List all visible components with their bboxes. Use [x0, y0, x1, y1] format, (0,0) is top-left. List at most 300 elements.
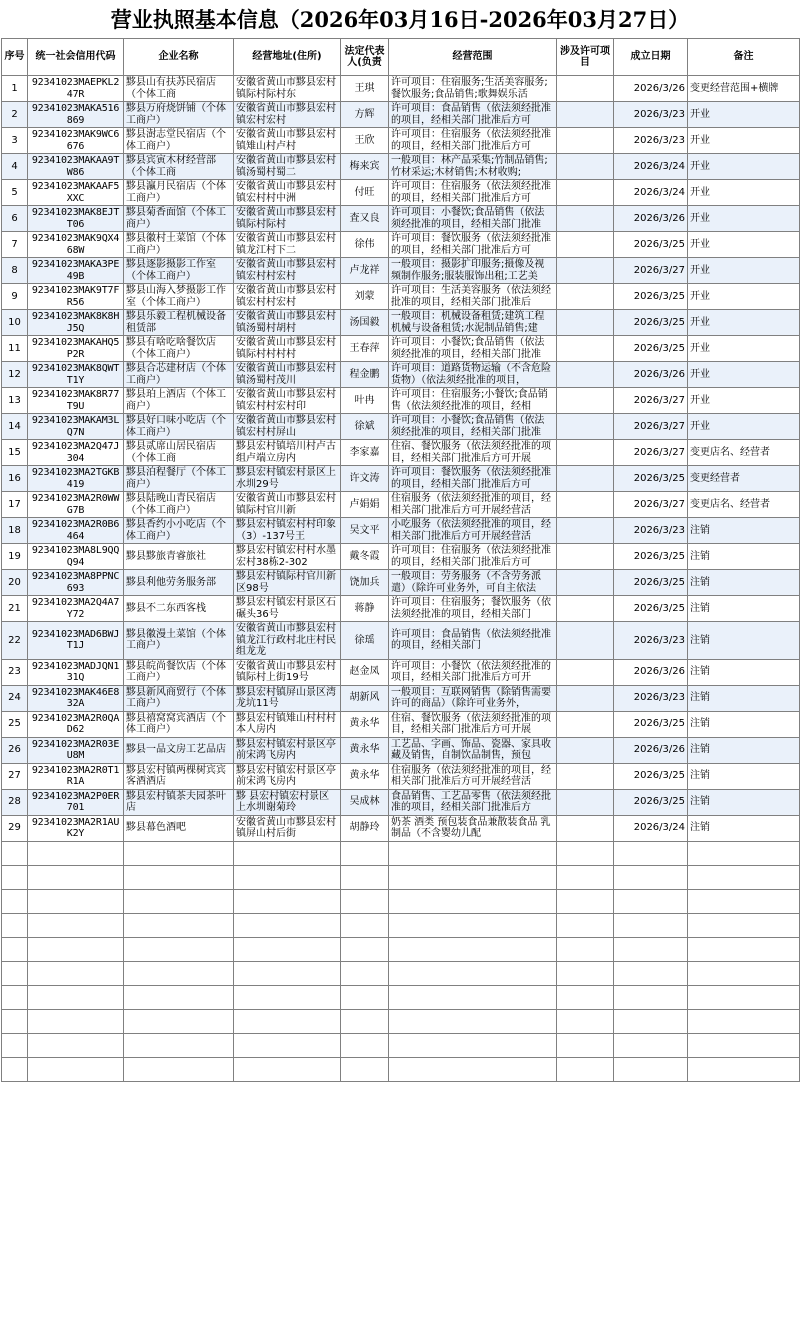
empty-cell[interactable] [389, 1009, 557, 1033]
cell-enterprise-name[interactable]: 黟县宏村镇茶夫园茶叶店 [124, 789, 234, 815]
table-row[interactable] [2, 737, 800, 763]
cell-remark[interactable]: 注销 [688, 596, 800, 622]
cell-index[interactable]: 10 [2, 310, 28, 336]
table-row[interactable] [2, 518, 800, 544]
table-row[interactable] [2, 492, 800, 518]
cell-credit-code[interactable]: 92341023MA2TGKB419 [28, 466, 124, 492]
empty-cell[interactable] [234, 1057, 341, 1081]
cell-business-scope[interactable]: 许可项目：小餐饮;食品销售（依法须经批准的项目，经相关部门批准 [389, 414, 557, 440]
cell-business-scope[interactable]: 住宿服务（依法须经批准的项目，经相关部门批准后方可开展经营活 [389, 763, 557, 789]
table-row[interactable] [2, 466, 800, 492]
cell-legal-rep[interactable]: 刘蒙 [341, 284, 389, 310]
cell-enterprise-name[interactable]: 黟县宏村镇两棵树宾宾客酒酒店 [124, 763, 234, 789]
empty-cell[interactable] [124, 961, 234, 985]
cell-enterprise-name[interactable]: 黟县不二东西客栈 [124, 596, 234, 622]
cell-business-scope[interactable]: 一般项目：劳务服务（不含劳务派遣）（除许可业务外，可自主依法 [389, 570, 557, 596]
empty-cell[interactable] [341, 961, 389, 985]
cell-establish-date[interactable]: 2026/3/25 [614, 232, 688, 258]
table-row[interactable] [2, 763, 800, 789]
cell-index[interactable]: 28 [2, 789, 28, 815]
table-row[interactable] [2, 206, 800, 232]
cell-index[interactable]: 18 [2, 518, 28, 544]
cell-address[interactable]: 黟县宏村镇宏村景区亭前宋鸿飞房内 [234, 737, 341, 763]
cell-address[interactable]: 安徽省黄山市黟县宏村镇龙江村下二 [234, 232, 341, 258]
cell-address[interactable]: 黟 县宏村镇宏村景区上水圳谢菊玲 [234, 789, 341, 815]
empty-cell[interactable] [614, 865, 688, 889]
cell-legal-rep[interactable]: 黄永华 [341, 711, 389, 737]
cell-permit-items[interactable] [557, 258, 614, 284]
cell-index[interactable]: 20 [2, 570, 28, 596]
table-row[interactable] [2, 310, 800, 336]
cell-credit-code[interactable]: 92341023MA2R0QAD62 [28, 711, 124, 737]
empty-cell[interactable] [389, 889, 557, 913]
cell-remark[interactable]: 注销 [688, 737, 800, 763]
cell-index[interactable]: 1 [2, 76, 28, 102]
cell-enterprise-name[interactable]: 黟县幕色酒吧 [124, 815, 234, 841]
cell-business-scope[interactable]: 一般项目：林产品采集;竹制品销售;竹材采运;木材销售;木材收购; [389, 154, 557, 180]
cell-remark[interactable]: 注销 [688, 518, 800, 544]
cell-index[interactable]: 14 [2, 414, 28, 440]
cell-establish-date[interactable]: 2026/3/25 [614, 336, 688, 362]
empty-cell[interactable] [341, 1057, 389, 1081]
cell-remark[interactable]: 注销 [688, 685, 800, 711]
empty-cell[interactable] [124, 937, 234, 961]
empty-cell[interactable] [2, 1009, 28, 1033]
cell-legal-rep[interactable]: 方辉 [341, 102, 389, 128]
cell-credit-code[interactable]: 92341023MAK8EJTT06 [28, 206, 124, 232]
cell-permit-items[interactable] [557, 622, 614, 660]
cell-index[interactable]: 12 [2, 362, 28, 388]
cell-remark[interactable]: 注销 [688, 570, 800, 596]
empty-cell[interactable] [234, 985, 341, 1009]
cell-enterprise-name[interactable]: 黟县好口味小吃店（个体工商户） [124, 414, 234, 440]
empty-cell[interactable] [234, 961, 341, 985]
table-row[interactable] [2, 362, 800, 388]
cell-address[interactable]: 安徽省黄山市黟县宏村镇宏村村宏村 [234, 284, 341, 310]
cell-address[interactable]: 安徽省黄山市黟县宏村镇屏山村后街 [234, 815, 341, 841]
empty-cell[interactable] [614, 841, 688, 865]
cell-enterprise-name[interactable]: 黟县万府烧饼铺（个体工商户） [124, 102, 234, 128]
cell-establish-date[interactable]: 2026/3/25 [614, 466, 688, 492]
cell-business-scope[interactable]: 许可项目：道路货物运输（不含危险货物）（依法须经批准的项目， [389, 362, 557, 388]
empty-cell[interactable] [341, 937, 389, 961]
cell-credit-code[interactable]: 92341023MAKAAF5XXC [28, 180, 124, 206]
cell-establish-date[interactable]: 2026/3/23 [614, 518, 688, 544]
cell-address[interactable]: 黟县宏村镇屏山景区湾龙坑11号 [234, 685, 341, 711]
cell-permit-items[interactable] [557, 76, 614, 102]
empty-cell[interactable] [688, 865, 800, 889]
cell-address[interactable]: 黟县宏村镇培川村卢古组卢端立房内 [234, 440, 341, 466]
empty-cell[interactable] [2, 961, 28, 985]
empty-cell[interactable] [28, 913, 124, 937]
cell-permit-items[interactable] [557, 128, 614, 154]
empty-cell[interactable] [389, 841, 557, 865]
cell-establish-date[interactable]: 2026/3/26 [614, 76, 688, 102]
cell-address[interactable]: 安徽省黄山市黟县宏村镇际村村村村 [234, 336, 341, 362]
table-row[interactable] [2, 596, 800, 622]
table-row[interactable] [2, 154, 800, 180]
empty-cell[interactable] [2, 985, 28, 1009]
empty-cell[interactable] [389, 985, 557, 1009]
cell-establish-date[interactable]: 2026/3/25 [614, 570, 688, 596]
empty-cell[interactable] [557, 889, 614, 913]
cell-permit-items[interactable] [557, 763, 614, 789]
cell-enterprise-name[interactable]: 黟县贰席山居民宿店（个体工商 [124, 440, 234, 466]
cell-establish-date[interactable]: 2026/3/27 [614, 258, 688, 284]
cell-establish-date[interactable]: 2026/3/24 [614, 815, 688, 841]
cell-index[interactable]: 3 [2, 128, 28, 154]
cell-legal-rep[interactable]: 程金鹏 [341, 362, 389, 388]
empty-cell[interactable] [124, 889, 234, 913]
cell-index[interactable]: 16 [2, 466, 28, 492]
empty-cell[interactable] [614, 889, 688, 913]
empty-cell[interactable] [124, 1009, 234, 1033]
cell-remark[interactable]: 开业 [688, 232, 800, 258]
cell-index[interactable]: 13 [2, 388, 28, 414]
cell-establish-date[interactable]: 2026/3/27 [614, 492, 688, 518]
cell-address[interactable]: 安徽省黄山市黟县宏村镇汤蜀村蜀二 [234, 154, 341, 180]
cell-business-scope[interactable]: 一般项目：互联网销售（除销售需要许可的商品）（除许可业务外， [389, 685, 557, 711]
cell-remark[interactable]: 开业 [688, 284, 800, 310]
cell-establish-date[interactable]: 2026/3/23 [614, 128, 688, 154]
cell-legal-rep[interactable]: 梅来宾 [341, 154, 389, 180]
cell-index[interactable]: 25 [2, 711, 28, 737]
empty-cell[interactable] [234, 913, 341, 937]
cell-business-scope[interactable]: 工艺品、字画、饰品、瓷器、家具收藏及销售，自制饮品制售，预包 [389, 737, 557, 763]
empty-cell[interactable] [557, 937, 614, 961]
cell-business-scope[interactable]: 许可项目：餐饮服务（依法须经批准的项目，经相关部门批准后方可 [389, 466, 557, 492]
cell-remark[interactable]: 开业 [688, 336, 800, 362]
cell-enterprise-name[interactable]: 黟县一品文房工艺品店 [124, 737, 234, 763]
cell-enterprise-name[interactable]: 黟县菊香面馆（个体工商户） [124, 206, 234, 232]
cell-address[interactable]: 黟县宏村镇宏村景区亭前宋鸿飞房内 [234, 763, 341, 789]
cell-credit-code[interactable]: 92341023MAK46E832A [28, 685, 124, 711]
cell-business-scope[interactable]: 许可项目：住宿服务;生活美容服务;餐饮服务;食品销售;歌舞娱乐活 [389, 76, 557, 102]
cell-business-scope[interactable]: 一般项目：摄影扩印服务;摄像及视频制作服务;服装服饰出租;工艺美 [389, 258, 557, 284]
cell-index[interactable]: 11 [2, 336, 28, 362]
cell-enterprise-name[interactable]: 黟县逐影摄影工作室（个体工商户） [124, 258, 234, 284]
table-row[interactable] [2, 388, 800, 414]
empty-table-row[interactable] [2, 841, 800, 865]
cell-credit-code[interactable]: 92341023MA2R1AUK2Y [28, 815, 124, 841]
cell-index[interactable]: 24 [2, 685, 28, 711]
cell-address[interactable]: 安徽省黄山市黟县宏村镇宏村宏村 [234, 102, 341, 128]
cell-address[interactable]: 黟县宏村镇际村官川新区98号 [234, 570, 341, 596]
empty-cell[interactable] [389, 937, 557, 961]
empty-cell[interactable] [2, 913, 28, 937]
empty-table-row[interactable] [2, 937, 800, 961]
cell-credit-code[interactable]: 92341023MAK8K8HJ5Q [28, 310, 124, 336]
empty-cell[interactable] [28, 937, 124, 961]
empty-cell[interactable] [389, 865, 557, 889]
empty-table-row[interactable] [2, 889, 800, 913]
cell-index[interactable]: 4 [2, 154, 28, 180]
cell-credit-code[interactable]: 92341023MAKAHQ5P2R [28, 336, 124, 362]
cell-enterprise-name[interactable]: 黟县陆晚山青民宿店（个体工商户） [124, 492, 234, 518]
empty-cell[interactable] [614, 937, 688, 961]
cell-establish-date[interactable]: 2026/3/25 [614, 284, 688, 310]
cell-address[interactable]: 安徽省黄山市黟县宏村镇汤蜀村茂川 [234, 362, 341, 388]
cell-index[interactable]: 2 [2, 102, 28, 128]
empty-cell[interactable] [688, 913, 800, 937]
cell-credit-code[interactable]: 92341023MAK8QWTT1Y [28, 362, 124, 388]
cell-permit-items[interactable] [557, 206, 614, 232]
empty-cell[interactable] [341, 985, 389, 1009]
cell-legal-rep[interactable]: 胡静玲 [341, 815, 389, 841]
cell-address[interactable]: 安徽省黄山市黟县宏村镇龙江行政村北庄村民组龙龙 [234, 622, 341, 660]
cell-enterprise-name[interactable]: 黟县禧窝窝宾酒店（个体工商户） [124, 711, 234, 737]
cell-business-scope[interactable]: 许可项目：餐饮服务（依法须经批准的项目，经相关部门批准后方可 [389, 232, 557, 258]
cell-enterprise-name[interactable]: 黟县香约小小吃店（个体工商户） [124, 518, 234, 544]
empty-cell[interactable] [557, 865, 614, 889]
cell-credit-code[interactable]: 92341023MAD6BWJT1J [28, 622, 124, 660]
empty-cell[interactable] [688, 961, 800, 985]
table-row[interactable] [2, 544, 800, 570]
empty-cell[interactable] [2, 865, 28, 889]
empty-table-row[interactable] [2, 1009, 800, 1033]
empty-cell[interactable] [124, 865, 234, 889]
cell-permit-items[interactable] [557, 102, 614, 128]
empty-cell[interactable] [557, 841, 614, 865]
cell-remark[interactable]: 开业 [688, 206, 800, 232]
cell-business-scope[interactable]: 许可项目：住宿服务（依法须经批准的项目，经相关部门批准后方可 [389, 544, 557, 570]
cell-remark[interactable]: 注销 [688, 711, 800, 737]
cell-index[interactable]: 22 [2, 622, 28, 660]
cell-business-scope[interactable]: 奶茶 酒类 预包装食品兼散装食品 乳制品（不含婴幼儿配 [389, 815, 557, 841]
cell-legal-rep[interactable]: 饶加兵 [341, 570, 389, 596]
empty-cell[interactable] [124, 1057, 234, 1081]
cell-legal-rep[interactable]: 汤国毅 [341, 310, 389, 336]
cell-business-scope[interactable]: 食品销售、工艺品零售（依法须经批准的项目，经相关部门批准后方 [389, 789, 557, 815]
cell-business-scope[interactable]: 许可项目：小餐饮;食品销售（依法须经批准的项目，经相关部门批准 [389, 206, 557, 232]
cell-remark[interactable]: 开业 [688, 258, 800, 284]
cell-business-scope[interactable]: 许可项目：食品销售（依法须经批准的项目，经相关部门 [389, 622, 557, 660]
table-row[interactable] [2, 570, 800, 596]
cell-business-scope[interactable]: 许可项目：住宿服务（依法须经批准的项目，经相关部门批准后方可 [389, 128, 557, 154]
cell-credit-code[interactable]: 92341023MA2P0ER701 [28, 789, 124, 815]
cell-establish-date[interactable]: 2026/3/25 [614, 596, 688, 622]
cell-address[interactable]: 安徽省黄山市黟县宏村镇宏村村宏村 [234, 258, 341, 284]
cell-business-scope[interactable]: 许可项目：住宿服务（依法须经批准的项目，经相关部门批准后方可 [389, 180, 557, 206]
cell-index[interactable]: 19 [2, 544, 28, 570]
cell-business-scope[interactable]: 许可项目：小餐饮（依法须经批准的项目，经相关部门批准后方可开 [389, 659, 557, 685]
cell-remark[interactable]: 开业 [688, 128, 800, 154]
empty-cell[interactable] [341, 841, 389, 865]
cell-permit-items[interactable] [557, 544, 614, 570]
table-row[interactable] [2, 232, 800, 258]
cell-address[interactable]: 安徽省黄山市黟县宏村镇宏村村宏村印 [234, 388, 341, 414]
cell-legal-rep[interactable]: 胡新风 [341, 685, 389, 711]
cell-index[interactable]: 23 [2, 659, 28, 685]
cell-permit-items[interactable] [557, 440, 614, 466]
empty-cell[interactable] [557, 961, 614, 985]
cell-permit-items[interactable] [557, 180, 614, 206]
cell-permit-items[interactable] [557, 570, 614, 596]
cell-establish-date[interactable]: 2026/3/24 [614, 180, 688, 206]
cell-legal-rep[interactable]: 李家嘉 [341, 440, 389, 466]
cell-business-scope[interactable]: 许可项目：生活美容服务（依法须经批准的项目，经相关部门批准后 [389, 284, 557, 310]
cell-enterprise-name[interactable]: 黟县乐毅工程机械设备租赁部 [124, 310, 234, 336]
cell-permit-items[interactable] [557, 362, 614, 388]
cell-remark[interactable]: 开业 [688, 180, 800, 206]
empty-cell[interactable] [557, 985, 614, 1009]
cell-establish-date[interactable]: 2026/3/25 [614, 310, 688, 336]
cell-address[interactable]: 安徽省黄山市黟县宏村镇雉山村卢村 [234, 128, 341, 154]
cell-enterprise-name[interactable]: 黟县泊程餐厅（个体工商户） [124, 466, 234, 492]
table-row[interactable] [2, 789, 800, 815]
cell-legal-rep[interactable]: 吴文平 [341, 518, 389, 544]
cell-business-scope[interactable]: 住宿、餐饮服务（依法须经批准的项目，经相关部门批准后方可开展 [389, 440, 557, 466]
empty-cell[interactable] [688, 889, 800, 913]
cell-remark[interactable]: 注销 [688, 763, 800, 789]
table-row[interactable] [2, 76, 800, 102]
empty-cell[interactable] [557, 913, 614, 937]
cell-index[interactable]: 9 [2, 284, 28, 310]
cell-remark[interactable]: 注销 [688, 789, 800, 815]
cell-remark[interactable]: 注销 [688, 659, 800, 685]
cell-index[interactable]: 15 [2, 440, 28, 466]
empty-cell[interactable] [614, 913, 688, 937]
empty-cell[interactable] [234, 937, 341, 961]
empty-cell[interactable] [28, 865, 124, 889]
cell-address[interactable]: 安徽省黄山市黟县宏村镇汤蜀村胡村 [234, 310, 341, 336]
empty-cell[interactable] [557, 1057, 614, 1081]
table-row[interactable] [2, 128, 800, 154]
cell-establish-date[interactable]: 2026/3/24 [614, 154, 688, 180]
cell-legal-rep[interactable]: 许文涛 [341, 466, 389, 492]
empty-cell[interactable] [124, 841, 234, 865]
cell-enterprise-name[interactable]: 黟县澍志堂民宿店（个体工商户） [124, 128, 234, 154]
cell-establish-date[interactable]: 2026/3/27 [614, 388, 688, 414]
empty-cell[interactable] [389, 1033, 557, 1057]
empty-cell[interactable] [2, 1033, 28, 1057]
table-row[interactable] [2, 440, 800, 466]
cell-permit-items[interactable] [557, 492, 614, 518]
empty-cell[interactable] [688, 1033, 800, 1057]
empty-cell[interactable] [557, 1009, 614, 1033]
table-row[interactable] [2, 815, 800, 841]
cell-credit-code[interactable]: 92341023MA2R0WWG7B [28, 492, 124, 518]
cell-remark[interactable]: 开业 [688, 310, 800, 336]
cell-permit-items[interactable] [557, 659, 614, 685]
cell-business-scope[interactable]: 许可项目：小餐饮;食品销售（依法须经批准的项目，经相关部门批准 [389, 336, 557, 362]
cell-remark[interactable]: 开业 [688, 414, 800, 440]
cell-address[interactable]: 安徽省黄山市黟县宏村镇宏村村屏山 [234, 414, 341, 440]
cell-credit-code[interactable]: 92341023MA2R0T1R1A [28, 763, 124, 789]
empty-cell[interactable] [557, 1033, 614, 1057]
cell-legal-rep[interactable]: 黄永华 [341, 737, 389, 763]
empty-cell[interactable] [614, 1057, 688, 1081]
cell-credit-code[interactable]: 92341023MADJQN131Q [28, 659, 124, 685]
cell-establish-date[interactable]: 2026/3/27 [614, 440, 688, 466]
table-row[interactable] [2, 659, 800, 685]
cell-credit-code[interactable]: 92341023MAEPKL247R [28, 76, 124, 102]
empty-cell[interactable] [614, 1009, 688, 1033]
cell-legal-rep[interactable]: 王春萍 [341, 336, 389, 362]
cell-establish-date[interactable]: 2026/3/25 [614, 544, 688, 570]
cell-enterprise-name[interactable]: 黟县新风商贸行（个体工商户） [124, 685, 234, 711]
cell-establish-date[interactable]: 2026/3/25 [614, 711, 688, 737]
cell-credit-code[interactable]: 92341023MAK9T7FR56 [28, 284, 124, 310]
cell-establish-date[interactable]: 2026/3/25 [614, 789, 688, 815]
empty-cell[interactable] [614, 961, 688, 985]
cell-credit-code[interactable]: 92341023MAK9WC6676 [28, 128, 124, 154]
table-row[interactable] [2, 414, 800, 440]
cell-remark[interactable]: 开业 [688, 102, 800, 128]
empty-table-row[interactable] [2, 985, 800, 1009]
cell-remark[interactable]: 注销 [688, 815, 800, 841]
empty-cell[interactable] [28, 1009, 124, 1033]
empty-cell[interactable] [341, 865, 389, 889]
cell-establish-date[interactable]: 2026/3/23 [614, 685, 688, 711]
cell-index[interactable]: 26 [2, 737, 28, 763]
table-row[interactable] [2, 622, 800, 660]
empty-cell[interactable] [341, 1009, 389, 1033]
cell-address[interactable]: 安徽省黄山市黟县宏村镇宏村村中洲 [234, 180, 341, 206]
cell-address[interactable]: 安徽省黄山市黟县宏村镇际村际村 [234, 206, 341, 232]
empty-cell[interactable] [614, 985, 688, 1009]
empty-cell[interactable] [28, 841, 124, 865]
cell-credit-code[interactable]: 92341023MA2Q4A7Y72 [28, 596, 124, 622]
empty-cell[interactable] [2, 1057, 28, 1081]
cell-enterprise-name[interactable]: 黟县徽村土菜馆（个体工商户） [124, 232, 234, 258]
cell-enterprise-name[interactable]: 黟县利他劳务服务部 [124, 570, 234, 596]
cell-index[interactable]: 17 [2, 492, 28, 518]
cell-address[interactable]: 黟县宏村镇雉山村村村本人房内 [234, 711, 341, 737]
cell-index[interactable]: 6 [2, 206, 28, 232]
cell-index[interactable]: 8 [2, 258, 28, 284]
cell-establish-date[interactable]: 2026/3/25 [614, 763, 688, 789]
cell-remark[interactable]: 变更店名、经营者 [688, 440, 800, 466]
cell-remark[interactable]: 注销 [688, 622, 800, 660]
cell-enterprise-name[interactable]: 黟县山海入梦摄影工作室（个体工商户） [124, 284, 234, 310]
cell-enterprise-name[interactable]: 黟县山有扶苏民宿店（个体工商 [124, 76, 234, 102]
table-row[interactable] [2, 258, 800, 284]
cell-legal-rep[interactable]: 卢龙祥 [341, 258, 389, 284]
table-row[interactable] [2, 102, 800, 128]
cell-address[interactable]: 黟县宏村镇宏村村水墨宏村38栋2-302 [234, 544, 341, 570]
cell-credit-code[interactable]: 92341023MA2Q47J304 [28, 440, 124, 466]
empty-cell[interactable] [2, 841, 28, 865]
empty-cell[interactable] [234, 865, 341, 889]
empty-cell[interactable] [688, 1057, 800, 1081]
cell-enterprise-name[interactable]: 黟县黟旅青睿旅社 [124, 544, 234, 570]
cell-legal-rep[interactable]: 叶冉 [341, 388, 389, 414]
cell-remark[interactable]: 变更经营者 [688, 466, 800, 492]
cell-credit-code[interactable]: 92341023MAKAM3LQ7N [28, 414, 124, 440]
cell-credit-code[interactable]: 92341023MAKA3PE49B [28, 258, 124, 284]
cell-legal-rep[interactable]: 卢娟娟 [341, 492, 389, 518]
cell-address[interactable]: 安徽省黄山市黟县宏村镇际村际村东 [234, 76, 341, 102]
cell-establish-date[interactable]: 2026/3/26 [614, 206, 688, 232]
cell-credit-code[interactable]: 92341023MAKA516869 [28, 102, 124, 128]
cell-address[interactable]: 黟县宏村镇宏村村印象（3）-137号王 [234, 518, 341, 544]
cell-legal-rep[interactable]: 蒋静 [341, 596, 389, 622]
empty-cell[interactable] [28, 1057, 124, 1081]
cell-address[interactable]: 安徽省黄山市黟县宏村镇际村上街19号 [234, 659, 341, 685]
empty-cell[interactable] [234, 1033, 341, 1057]
cell-business-scope[interactable]: 住宿、餐饮服务（依法须经批准的项目，经相关部门批准后方可开展 [389, 711, 557, 737]
cell-permit-items[interactable] [557, 154, 614, 180]
cell-business-scope[interactable]: 许可项目：住宿服务；餐饮服务（依法须经批准的项目，经相关部门 [389, 596, 557, 622]
cell-establish-date[interactable]: 2026/3/26 [614, 659, 688, 685]
cell-address[interactable]: 黟县宏村镇宏村景区上水圳29号 [234, 466, 341, 492]
cell-credit-code[interactable]: 92341023MAK9QX468W [28, 232, 124, 258]
cell-business-scope[interactable]: 住宿服务（依法须经批准的项目，经相关部门批准后方可开展经营活 [389, 492, 557, 518]
cell-business-scope[interactable]: 小吃服务（依法须经批准的项目，经相关部门批准后方可开展经营活 [389, 518, 557, 544]
empty-cell[interactable] [688, 985, 800, 1009]
empty-cell[interactable] [614, 1033, 688, 1057]
